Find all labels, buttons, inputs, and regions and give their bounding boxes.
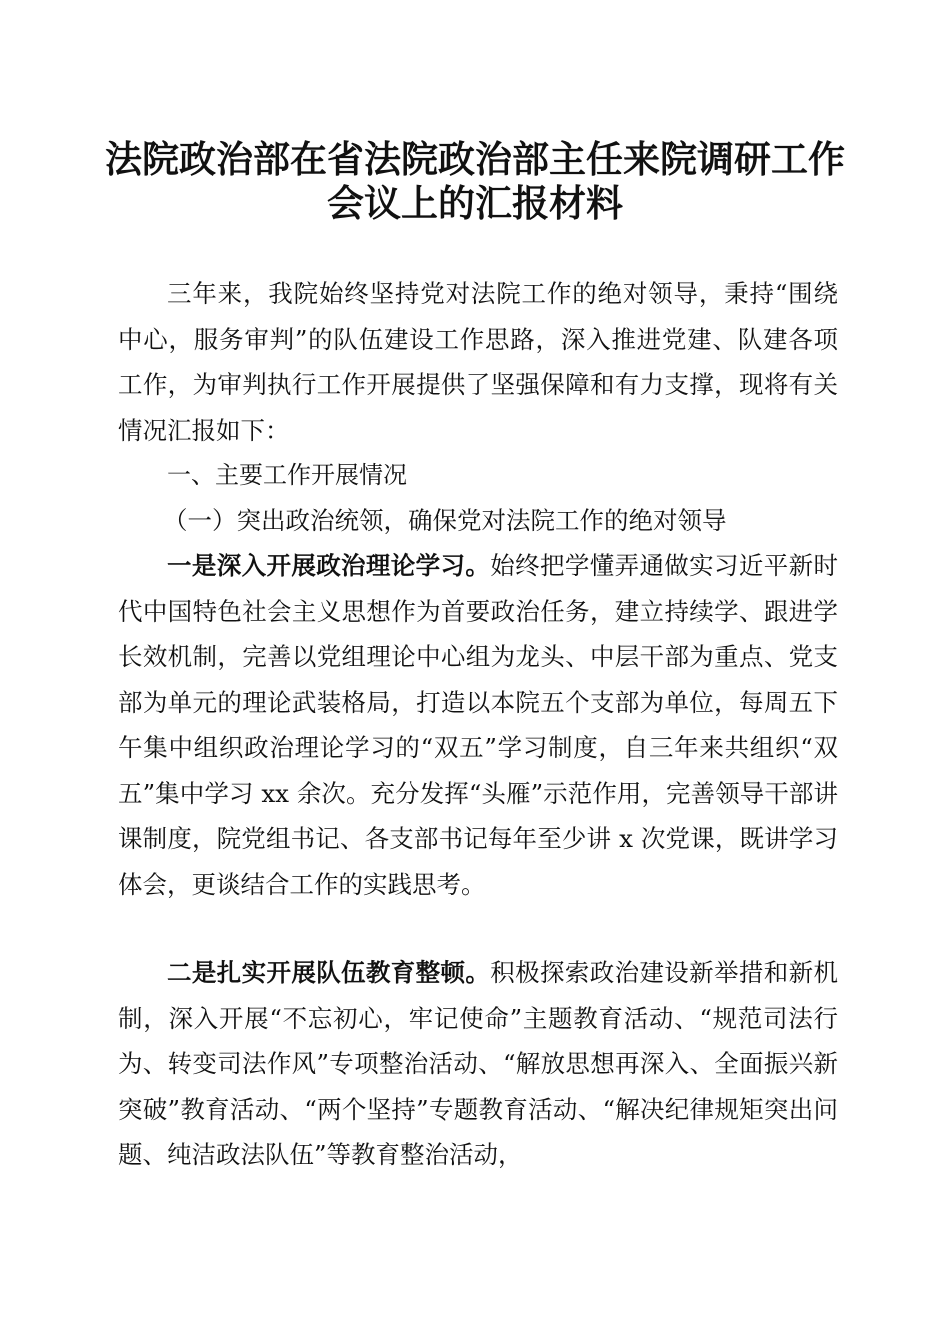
paragraph-body: 积极探索政治建设新举措和新机制，深入开展“不忘初心，牢记使命”主题教育活动、“规范司法行为、转变司法作风”专项整治活动、“解放思想再深入、全面振兴新突破”教育活动、“两个坚持”专题教育活动、“解决纪律规矩突出问题、纯洁政法队伍”等教育整治活动， — [118, 958, 838, 1169]
document-title-line-1: 法院政治部在省法院政治部主任来院调研工作 — [105, 137, 845, 181]
subsection-heading-1: （一）突出政治统领，确保党对法院工作的绝对领导 — [163, 506, 727, 535]
intro-paragraph: 三年来，我院始终坚持党对法院工作的绝对领导，秉持“围绕中心，服务审判”的队伍建设工作思路，深入推进党建、队建各项工作，为审判执行工作开展提供了坚强保障和有力支撑，现将有关情况汇报如下： — [118, 279, 838, 445]
paragraph-lead: 一是深入开展政治理论学习。 — [167, 551, 491, 580]
document-title-line-2: 会议上的汇报材料 — [327, 181, 623, 225]
section-heading-1: 一、主要工作开展情况 — [167, 461, 407, 489]
paragraph-theory-study — [118, 543, 838, 907]
paragraph-lead: 二是扎实开展队伍教育整顿。 — [167, 958, 491, 987]
paragraph-team-rectification — [118, 950, 838, 1178]
paragraph-body: 始终把学懂弄通做实习近平新时代中国特色社会主义思想作为首要政治任务，建立持续学、跟进学长效机制，完善以党组理论中心组为龙头、中层干部为重点、党支部为单元的理论武装格局，打造以本院五个支部为单位，每周五下午集中组织政治理论学习的“双五”学习制度，自三年来共组织“双五”集中学习 xx 余次。充分发挥“头雁”示范作用，完善领导干部讲课制度，院党组书记、各支部书记每年至少讲 x 次党课，既讲学习体会，更谈结合工作的实践思考。 — [118, 551, 838, 899]
